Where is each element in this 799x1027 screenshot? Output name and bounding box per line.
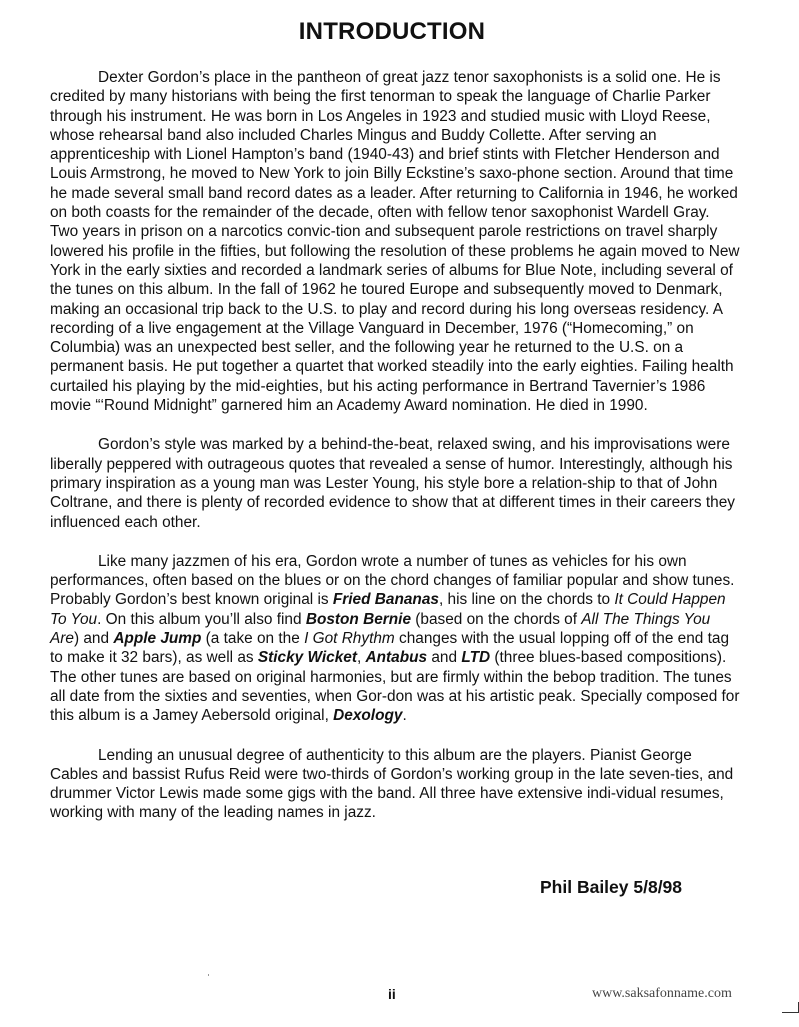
tune-title-boston-bernie: Boston Bernie	[305, 610, 412, 628]
text-run: .	[402, 707, 407, 725]
scan-speck	[208, 974, 209, 976]
text-run: (a take on the	[201, 630, 305, 648]
tune-title-sticky-wicket: Sticky Wicket	[257, 649, 357, 667]
standard-title-i-got-rhythm: I Got Rhythm	[304, 630, 395, 648]
tune-title-antabus: Antabus	[365, 649, 428, 667]
text-run: Like many jazzmen of his era, Gordon wrote a number of tunes as vehicles for his own performances, often based on the blues or on the chord changes of familiar popular and show tunes. Probably Gordon’s best known original is	[50, 552, 735, 609]
paragraph-style: Gordon’s style was marked by a behind-the-beat, relaxed swing, and his improvisations were liberally peppered with outrageous quotes that revealed a sense of humor. Interestingly, although his primary inspiration as a young man was Lester Young, his style bore a relation-ship to that of John Coltrane, and there is plenty of recorded evidence to show that at different times in their careers they influenced each other.	[50, 436, 735, 531]
page-title: INTRODUCTION	[298, 18, 486, 45]
paragraph-players: Lending an unusual degree of authenticity to this album are the players. Pianist George Cables and bassist Rufus Reid were two-thirds of Gordon’s working group in the late seven-ties, and drummer Victor Lewis made some gigs with the band. All three have extensive indi-vidual resumes, working with many of the leading names in jazz.	[50, 746, 734, 822]
text-run: changes with the usual lopping off of the end tag to make it 32 bars), as well as	[50, 630, 730, 667]
website-watermark: www.saksafonname.com	[592, 986, 732, 1001]
text-run: . On this album you’ll also find	[97, 610, 306, 628]
text-run: and	[427, 649, 462, 667]
standard-title-it-could-happen-to-you: It Could Happen To You	[50, 591, 726, 628]
standard-title-all-the-things-you-are: All The Things You Are	[50, 610, 711, 648]
tune-title-dexology: Dexology	[333, 707, 403, 725]
crop-mark	[782, 1012, 799, 1013]
paragraph-biography: Dexter Gordon’s place in the pantheon of great jazz tenor saxophonists is a solid one. He is credited by many historians with being the first tenorman to speak the language of Charlie Parker through his instrument. He was born in Los Angeles in 1923 and studied music with Lloyd Reese, whose rehearsal band also included Charles Mingus and Buddy Collette. After serving an apprenticeship with Lionel Hampton’s band (1940-43) and brief stints with Fletcher Henderson and Louis Armstrong, he moved to New York to join Billy Eckstine’s saxo-phone section. Around that time he made several small band record dates as a leader. After returning to California in 1946, he worked on both coasts for the remainder of the decade, often with fellow tenor saxophonist Wardell Gray. Two years in prison on a narcotics convic-tion and subsequent parole restrictions on travel sharply lowered his profile in the fifties, but following the resolution of these problems he again moved to New York in the early sixties and recorded a landmark series of albums for Blue Note, including several of the tunes on this album. In the fall of 1962 he toured Europe and subsequently moved to Denmark, making an occasional trip back to the U.S. to play and record during his long overseas residency. A recording of a live engagement at the Village Vanguard in December, 1976 (“Homecoming,” on Columbia) was an unexpected best seller, and the following year he returned to the U.S. on a permanent basis. He put together a quartet that worked steadily into the early eighties. Failing health curtailed his playing by the mid-eighties, but his acting performance in Bertrand Tavernier’s 1986 movie “‘Round Midnight” garnered him an Academy Award nomination. He died in 1990.	[50, 69, 740, 415]
text-run: ) and	[73, 630, 114, 648]
paragraph-tunes	[50, 552, 740, 726]
tune-title-apple-jump: Apple Jump	[113, 630, 202, 648]
text-run: (three blues-based compositions). The other tunes are based on original harmonies, but are firmly within the bebop tradition. The tunes all date from the sixties and seventies, when Gor-don was at his artistic peak. Specially composed for this album is a Jamey Aebersold original,	[50, 649, 740, 725]
text-run: , his line on the chords to	[438, 591, 615, 609]
text-run: (based on the chords of	[411, 610, 582, 628]
author-signature: Phil Bailey 5/8/98	[540, 877, 683, 897]
text-run: ,	[356, 649, 366, 667]
tune-title-ltd: LTD	[461, 649, 491, 667]
page-number: ii	[388, 986, 396, 1002]
body-text	[50, 68, 740, 823]
tune-title-fried-bananas: Fried Bananas	[332, 591, 439, 609]
